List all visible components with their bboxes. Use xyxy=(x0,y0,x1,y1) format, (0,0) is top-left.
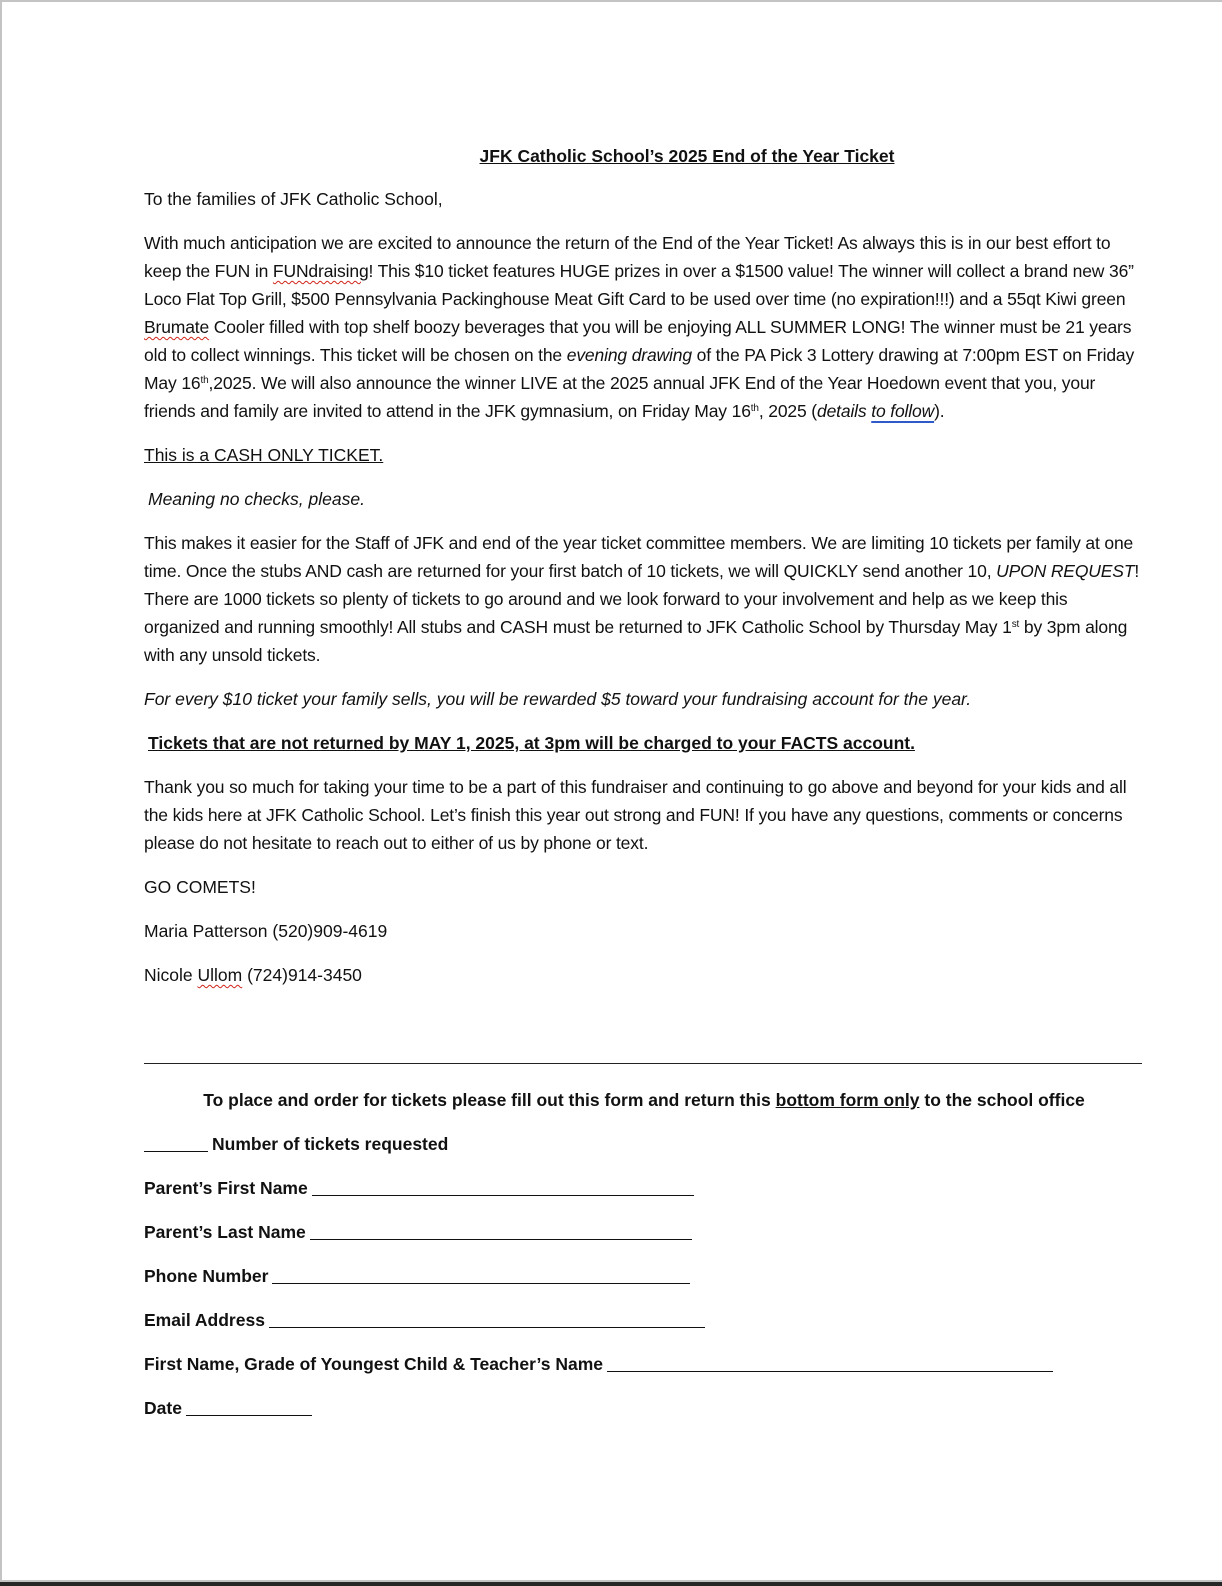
reward-note: For every $10 ticket your family sells, you will be rewarded $5 toward your fundraising account for the year. xyxy=(144,689,972,709)
intro-text-6: , 2025 ( xyxy=(758,401,817,421)
thanks-paragraph: Thank you so much for taking your time to be a part of this fundraiser and continuing to go above and beyond for your kids and all the kids here at JFK Catholic School. Let’s finish this year out strong and FUN! If you have any questions, comments or concerns please do not hesitate to reach out to either of us by phone or text. xyxy=(144,777,1127,853)
child-label: First Name, Grade of Youngest Child & Teacher’s Name xyxy=(144,1354,604,1374)
contact-phone: (520)909-4619 xyxy=(272,921,388,941)
window-bottom-edge xyxy=(0,1582,1222,1586)
email-blank[interactable] xyxy=(269,1309,705,1328)
ordinal-suffix: st xyxy=(1011,619,1020,630)
form-row-last-name xyxy=(144,1218,1144,1246)
first-name-label: Parent’s First Name xyxy=(144,1178,308,1198)
tickets-blank[interactable] xyxy=(144,1133,208,1152)
limits-paragraph xyxy=(144,529,1144,669)
no-checks-note: Meaning no checks, please. xyxy=(148,489,365,509)
form-row-child xyxy=(144,1350,1144,1378)
grammar-flagged-to-follow[interactable]: to follow xyxy=(871,401,935,421)
details-text: details xyxy=(816,401,872,421)
intro-text-2: ! This $10 ticket features HUGE prizes in over a $1500 value! The winner will collect a brand new 36” Loco Flat Top Grill, $500 Pennsylvania Packinghouse Meat Gift Card to be used over time (no expiration!!!) and a 55qt Kiwi green xyxy=(144,261,1134,309)
date-blank[interactable] xyxy=(186,1397,312,1416)
contact-first-name: Nicole xyxy=(144,965,198,985)
cut-line-divider xyxy=(144,1063,1142,1064)
first-name-blank[interactable] xyxy=(312,1177,694,1196)
form-row-email xyxy=(144,1306,1144,1334)
phone-blank[interactable] xyxy=(272,1265,690,1284)
form-instructions-text-end: to the school office xyxy=(919,1090,1085,1110)
cash-only-notice: This is a CASH ONLY TICKET. xyxy=(144,445,384,465)
spellcheck-word-fundraising[interactable]: FUNdraising xyxy=(272,261,369,281)
contact-nicole xyxy=(144,961,1144,989)
limits-text-3: by 3pm along with any unsold tickets. xyxy=(144,617,1128,665)
form-instructions-emphasis: bottom form only xyxy=(775,1090,920,1110)
child-blank[interactable] xyxy=(607,1353,1053,1372)
charge-warning: Tickets that are not returned by MAY 1, 2025, at 3pm will be charged to your FACTS account. xyxy=(148,733,915,753)
form-row-tickets xyxy=(144,1130,1144,1158)
intro-text-3: Cooler filled with top shelf boozy beverages that you will be enjoying ALL SUMMER LONG! The winner must be 21 years old to collect winnings. This ticket will be chosen on the xyxy=(144,317,1132,365)
upon-request-text: UPON REQUEST xyxy=(996,561,1135,581)
intro-text-4: of the PA Pick 3 Lottery drawing at 7:00pm EST on Friday May 16 xyxy=(144,345,1135,393)
contact-name: Maria Patterson xyxy=(144,921,268,941)
greeting: To the families of JFK Catholic School, xyxy=(144,189,443,209)
intro-text-7: ). xyxy=(934,401,945,421)
order-form xyxy=(144,1086,1144,1438)
intro-paragraph xyxy=(144,229,1144,425)
form-instructions-text: To place and order for tickets please fill out this form and return this xyxy=(203,1090,776,1110)
ordinal-suffix: th xyxy=(200,375,209,386)
phone-label: Phone Number xyxy=(144,1266,269,1286)
date-label: Date xyxy=(144,1398,182,1418)
form-row-phone xyxy=(144,1262,1144,1290)
spellcheck-word-brumate[interactable]: Brumate xyxy=(144,317,210,337)
last-name-label: Parent’s Last Name xyxy=(144,1222,306,1242)
spellcheck-word-ullom[interactable]: Ullom xyxy=(197,965,243,985)
form-row-first-name xyxy=(144,1174,1144,1202)
last-name-blank[interactable] xyxy=(310,1221,692,1240)
form-row-date xyxy=(144,1394,1144,1422)
limits-text-1: This makes it easier for the Staff of JFK and end of the year ticket committee members. We are limiting 10 tickets per family at one time. Once the stubs AND cash are returned for your first batch of 10 tickets, we will QUICKLY send another 10, xyxy=(144,533,1134,581)
cheer-line: GO COMETS! xyxy=(144,877,256,897)
email-label: Email Address xyxy=(144,1310,265,1330)
document-body xyxy=(144,140,1144,1005)
form-instructions xyxy=(144,1086,1144,1114)
ordinal-suffix: th xyxy=(750,403,759,414)
document-title: JFK Catholic School’s 2025 End of the Year Ticket xyxy=(479,146,895,166)
contact-maria xyxy=(144,917,1144,945)
contact-phone: (724)914-3450 xyxy=(242,965,362,985)
tickets-label: Number of tickets requested xyxy=(212,1134,449,1154)
limits-text-2: ! There are 1000 tickets so plenty of tickets to go around and we look forward to your involvement and help as we keep this organized and running smoothly! All stubs and CASH must be returned to JFK Catholic School by Thursday May 1 xyxy=(144,561,1140,637)
evening-drawing-text: evening drawing xyxy=(566,345,692,365)
intro-text-1: With much anticipation we are excited to announce the return of the End of the Year Ticket! As always this is in our best effort to keep the FUN in xyxy=(144,233,1111,281)
intro-text-5: ,2025. We will also announce the winner LIVE at the 2025 annual JFK End of the Year Hoedown event that you, your friends and family are invited to attend in the JFK gymnasium, on Friday May 16 xyxy=(144,373,1096,421)
